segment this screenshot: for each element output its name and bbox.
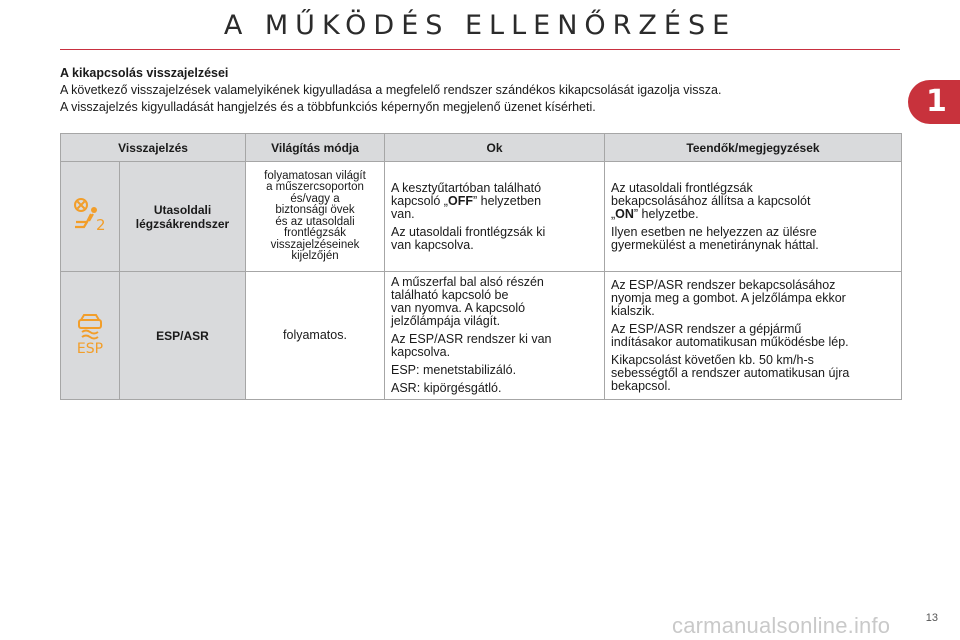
action-cell	[605, 162, 902, 272]
action-paragraph	[611, 323, 895, 349]
table-row	[61, 162, 902, 272]
action-text: Kikapcsolást követően kb. 50 km/h-s	[611, 352, 814, 367]
cause-paragraph	[391, 364, 598, 377]
cause-text: található kapcsoló be	[391, 288, 509, 302]
cause-paragraph	[391, 226, 598, 252]
action-text: indításakor automatikusan működésbe lép.	[611, 334, 849, 349]
airbag-icon-cell	[61, 162, 120, 272]
action-text: gyermekülést a menetiránynak háttal.	[611, 237, 819, 252]
esp-icon-cell	[61, 272, 120, 400]
action-paragraph	[611, 354, 895, 393]
mode-line: a műszercsoporton	[266, 181, 364, 193]
cause-text: A kesztyűtartóban található	[391, 180, 542, 195]
action-text: kialszik.	[611, 303, 655, 318]
action-text: sebességtől a rendszer automatikusan újra	[611, 365, 850, 380]
mode-line: és/vagy a	[290, 192, 340, 205]
cause-paragraph	[391, 182, 598, 221]
action-paragraph	[611, 182, 895, 221]
column-header-action: Teendők/megjegyzések	[605, 134, 902, 162]
cause-text: kapcsolva.	[391, 345, 451, 359]
action-paragraph	[611, 279, 895, 318]
svg-text:2: 2	[96, 216, 106, 233]
switch-state-off: OFF	[447, 193, 473, 208]
signal-name: Utasoldali	[153, 202, 212, 217]
column-header-signal: Visszajelzés	[61, 134, 246, 162]
cause-text: Az utasoldali frontlégzsák ki	[391, 224, 546, 239]
mode-line: kijelzőjén	[291, 250, 339, 262]
chapter-tab	[908, 80, 960, 124]
action-cell	[605, 272, 902, 400]
section-heading: A kikapcsolás visszajelzései	[60, 66, 229, 80]
section-intro	[60, 82, 910, 116]
action-text: Az ESP/ASR rendszer bekapcsolásához	[611, 277, 836, 292]
mode-line: folyamatosan világít	[264, 169, 366, 182]
signal-name: légzsákrendszer	[135, 216, 230, 231]
esp-off-icon	[72, 312, 108, 356]
esp-icon-label: ESP	[76, 341, 104, 356]
title-divider	[60, 49, 900, 50]
column-header-cause: Ok	[385, 134, 605, 162]
cause-paragraph	[391, 333, 598, 359]
column-header-mode: Világítás módja	[246, 134, 385, 162]
chapter-number: 1	[926, 84, 947, 119]
table-row	[61, 272, 902, 400]
action-text: bekapcsolásához állítsa a kapcsolót	[611, 193, 811, 208]
intro-line: A visszajelzés kigyulladását hangjelzés és a többfunkciós képernyőn megjelenő üzenet kísérheti.	[60, 100, 596, 114]
cause-text: jelzőlámpája világít.	[391, 314, 501, 328]
cause-paragraph	[391, 276, 598, 328]
cause-cell	[385, 162, 605, 272]
cause-text: kapcsoló „	[391, 193, 448, 208]
cause-cell	[385, 272, 605, 400]
lighting-mode-cell	[246, 272, 385, 400]
action-text: nyomja meg a gombot. A jelzőlámpa ekkor	[611, 290, 846, 305]
action-text: ” helyzetbe.	[633, 206, 699, 221]
action-text: Az ESP/ASR rendszer a gépjármű	[611, 321, 802, 336]
cause-text: van.	[391, 206, 415, 221]
switch-state-on: ON	[615, 206, 634, 221]
mode-line: visszajelzéseinek	[270, 238, 360, 251]
action-paragraph	[611, 226, 895, 252]
action-text: Az utasoldali frontlégzsák	[611, 180, 753, 195]
cause-paragraph	[391, 382, 598, 395]
cause-text: ” helyzetben	[472, 193, 542, 208]
indicator-table	[60, 133, 902, 400]
action-text: „	[611, 206, 616, 221]
mode-line: frontlégzsák	[283, 227, 346, 239]
page-number: 13	[925, 612, 938, 624]
signal-name-cell	[120, 272, 246, 400]
lighting-mode-cell	[246, 162, 385, 272]
intro-line: A következő visszajelzések valamelyikének kigyulladása a megfelelő rendszer szándékos kikapcsolását igazolja vissza.	[60, 83, 722, 97]
cause-text: van kapcsolva.	[391, 237, 474, 252]
signal-name-cell	[120, 162, 246, 272]
page-title: A MŰKÖDÉS ELLENŐRZÉSE	[223, 10, 737, 41]
cause-text: Az ESP/ASR rendszer ki van	[391, 332, 552, 346]
cause-text: ASR: kipörgésgátló.	[391, 381, 502, 395]
cause-text: ESP: menetstabilizáló.	[391, 363, 517, 377]
passenger-airbag-off-icon	[70, 197, 110, 233]
mode-line: és az utasoldali	[275, 215, 355, 228]
action-text: bekapcsol.	[611, 378, 671, 393]
signal-name: ESP/ASR	[156, 328, 209, 343]
mode-line: biztonsági övek	[275, 204, 355, 216]
cause-text: A műszerfal bal alsó részén	[391, 275, 544, 289]
table-header-row	[61, 134, 902, 162]
watermark: carmanualsonline.info	[672, 613, 891, 638]
cause-text: van nyomva. A kapcsoló	[391, 301, 526, 315]
action-text: Ilyen esetben ne helyezzen az ülésre	[611, 224, 817, 239]
mode-line: folyamatos.	[283, 327, 347, 342]
